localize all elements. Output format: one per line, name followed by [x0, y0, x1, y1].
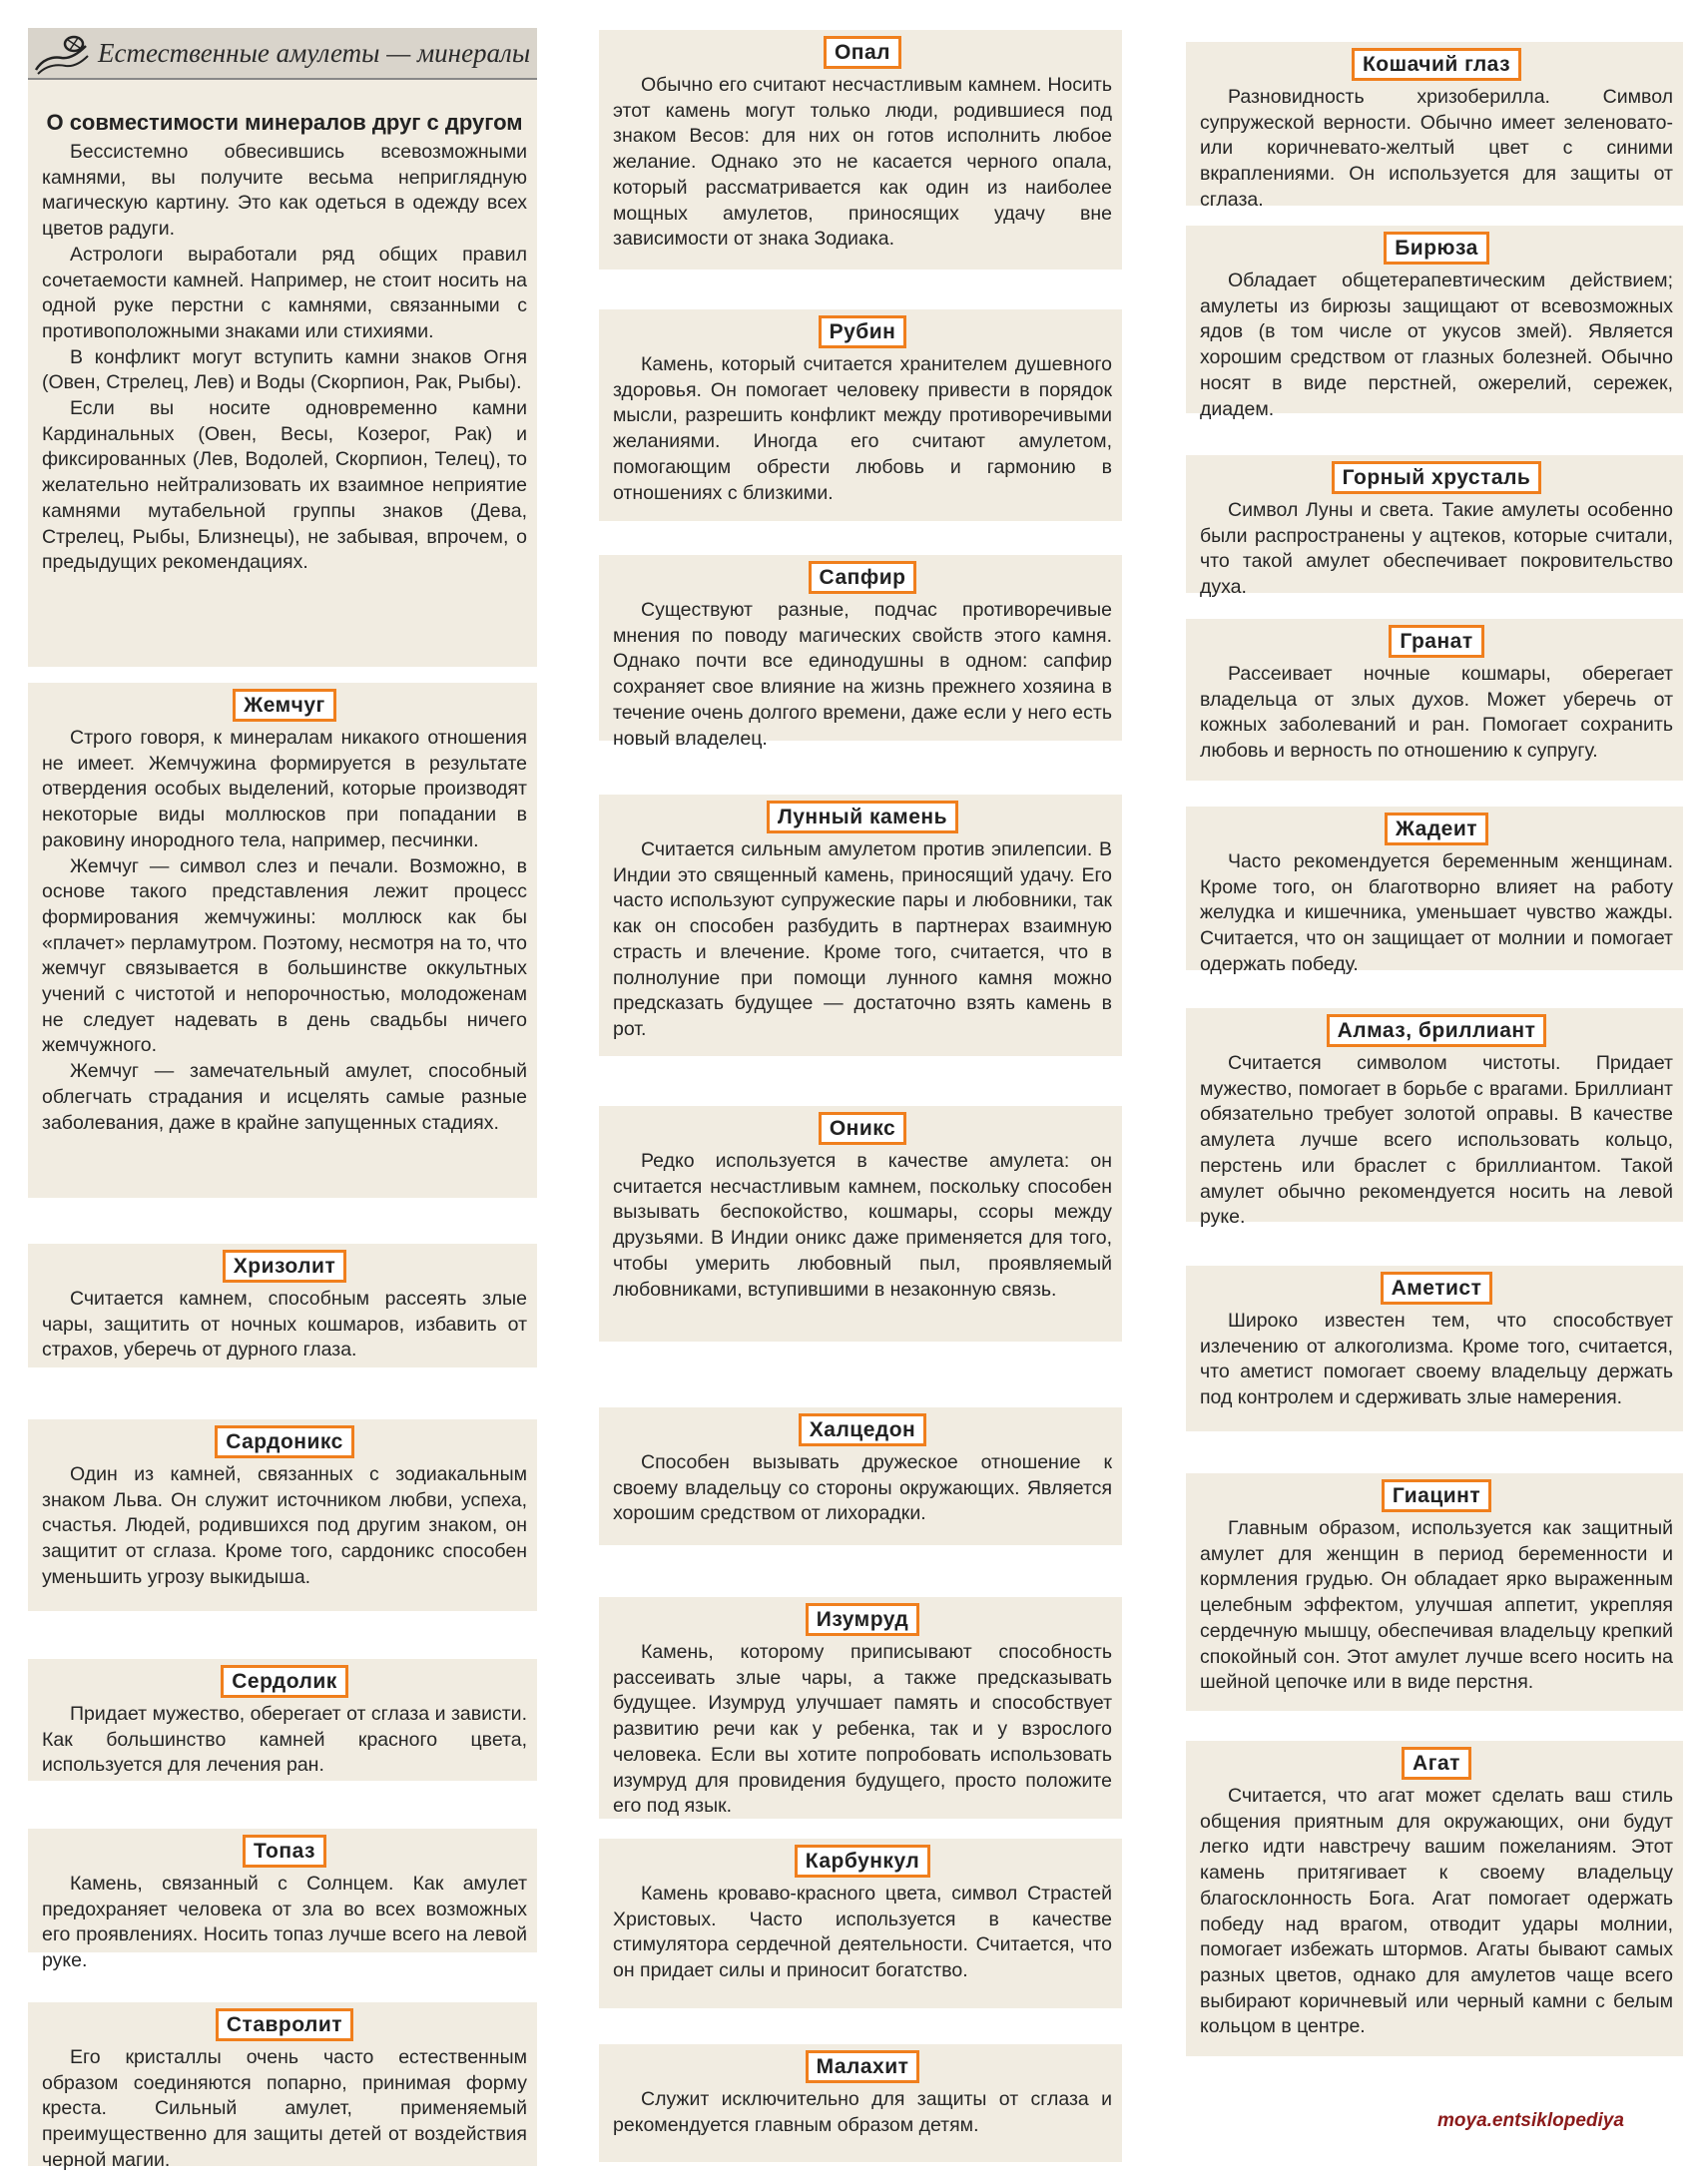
article-paragraph: Способен вызывать дружеское отношение к своему владельцу со стороны окружающих. Является хорошим средством от лихорадки. [613, 1451, 1112, 1525]
intro-block [28, 28, 537, 667]
article-title: Карбункул [795, 1845, 930, 1878]
article-title: Жемчуг [233, 689, 336, 722]
article-title: Гиацинт [1382, 1479, 1491, 1512]
article-paragraph: Жемчуг — замечательный амулет, способный облегчать страдания и исцелять самые разные заболевания, даже в крайне запущенных стадиях. [42, 1060, 527, 1134]
article-paragraph: Считается камнем, способным рассеять злые чары, защитить от ночных кошмаров, избавить от страхов, уберечь от дурного глаза. [42, 1288, 527, 1362]
article-title: Горный хрусталь [1332, 461, 1542, 494]
article-title: Хризолит [223, 1250, 347, 1283]
article-paragraph: Символ Луны и света. Такие амулеты особенно были распространены у ацтеков, которые считали, что такой амулет обеспечивает покровительство духа. [1200, 499, 1673, 599]
article-title: Опал [824, 36, 901, 69]
article-title: Алмаз, бриллиант [1327, 1014, 1547, 1047]
article-agat [1186, 1741, 1683, 2056]
article-oniks [599, 1106, 1122, 1342]
intro-title: О совместимости минералов друг с другом [46, 110, 523, 135]
article-stavrolit [28, 2002, 537, 2171]
article-title: Сердолик [221, 1665, 348, 1698]
article-malakhit [599, 2044, 1122, 2162]
article-title: Жадеит [1385, 813, 1488, 845]
article-title: Сардоникс [215, 1425, 354, 1458]
section-header [28, 28, 537, 80]
article-title: Рубин [819, 315, 907, 348]
article-serdolik [28, 1659, 537, 1781]
article-zhadeit [1186, 807, 1683, 975]
article-paragraph: Редко используется в качестве амулета: он считается несчастливым камнем, поскольку способен вызывать беспокойство, кошмары, ссоры между друзьями. В Индии оникс даже применяется для того, чтобы умерить любовный пыл, проявляемый любовниками, вступившими в незаконную связь. [613, 1150, 1112, 1301]
article-title: Гранат [1389, 625, 1483, 658]
article-paragraph: Камень, связанный с Солнцем. Как амулет предохраняет человека от зла во всех возможных его проявлениях. Носить топаз лучше всего на левой руке. [42, 1873, 527, 1972]
watermark-text: moya.entsiklopediya [1437, 2110, 1624, 2131]
article-title: Сапфир [809, 561, 917, 594]
article-title: Кошачий глаз [1352, 48, 1521, 81]
article-almaz-brilliant [1186, 1008, 1683, 1229]
article-paragraph: Служит исключительно для защиты от сглаза и рекомендуется главным образом детям. [613, 2088, 1112, 2136]
intro-paragraph: Астрологи выработали ряд общих правил сочетаемости камней. Например, не стоит носить на одной руке перстни с камнями, связанными с противоположными знаками или стихиями. [42, 243, 527, 342]
article-rubin [599, 309, 1122, 521]
article-paragraph: Главным образом, используется как защитный амулет для женщин в период беременности и кормления грудью. Он обладает ярко выраженным целебным эффектом, улучшая аппетит, укрепляя сердечную мышцу, обеспечивая владельцу крепкий спокойный сон. Этот амулет лучше всего носить на шейной цепочке или в виде перстня. [1200, 1517, 1673, 1694]
article-paragraph: Часто рекомендуется беременным женщинам. Кроме того, он благотворно влияет на работу желудка и кишечника, уменьшает чувство жажды. Считается, что он защищает от молнии и помогает одержать победу. [1200, 850, 1673, 975]
article-paragraph: Разновидность хризоберилла. Символ супружеской верности. Обычно имеет зеленовато- или коричневато-желтый цвет с синими вкраплениями. Он используется для защиты от сглаза. [1200, 86, 1673, 211]
article-opal [599, 30, 1122, 270]
article-paragraph: Придает мужество, оберегает от сглаза и зависти. Как большинство камней красного цвета, используется для лечения ран. [42, 1703, 527, 1777]
article-ametist [1186, 1266, 1683, 1431]
article-paragraph: Считается сильным амулетом против эпилепсии. В Индии это священный камень, приносящий удачу. Его часто используют супружеские пары и любовники, так как он способен разбудить в партнерах взаимную страсть и влечение. Кроме того, считается, что в полнолуние при помощи лунного камня можно предсказать будущее — достаточно взять камень в рот. [613, 838, 1112, 1040]
article-paragraph: Камень кроваво-красного цвета, символ Страстей Христовых. Часто используется в качестве стимулятора сердечной деятельности. Считается, что он придает силы и приносит богатство. [613, 1883, 1112, 1982]
article-paragraph: Считается символом чистоты. Придает мужество, помогает в борьбе с врагами. Бриллиант обязательно требует золотой оправы. В качестве амулета лучше всего использовать кольцо, перстень или браслет с бриллиантом. Такой амулет обычно рекомендуется носить на левой руке. [1200, 1052, 1673, 1229]
article-paragraph: Обычно его считают несчастливым камнем. Носить этот камень могут только люди, родившиеся под знаком Весов: для них он готов исполнить любое желание. Однако это не касается черного опала, который рассматривается как один из наиболее мощных амулетов, приносящих удачу вне зависимости от знака Зодиака. [613, 74, 1112, 251]
article-title: Лунный камень [767, 801, 958, 833]
article-paragraph: Существуют разные, подчас противоречивые мнения по поводу магических свойств этого камня. Однако почти все единодушны в одном: сапфир сохраняет свое влияние на жизнь прежнего хозяина в течение очень долгого времени, даже если у него есть новый владелец. [613, 599, 1112, 750]
article-title: Халцедон [799, 1413, 926, 1446]
article-khaltsedon [599, 1407, 1122, 1545]
article-granat [1186, 619, 1683, 781]
article-biryuza [1186, 226, 1683, 420]
article-title: Агат [1402, 1747, 1471, 1780]
article-title: Изумруд [806, 1603, 919, 1636]
article-paragraph: Обладает общетерапевтическим действием; амулеты из бирюзы защищают от всевозможных ядов (в том числе от укусов змей). Является хорошим средством от глазных болезней. Обычно носят в виде перстней, ожерелий, сережек, диадем. [1200, 270, 1673, 420]
article-title: Аметист [1381, 1272, 1493, 1305]
intro-paragraph: Бессистемно обвесившись всевозможными камнями, вы получите весьма неприглядную магическую картину. Это как одеться в одежду всех цветов радуги. [42, 141, 527, 241]
article-paragraph: Рассеивает ночные кошмары, оберегает владельца от злых духов. Может уберечь от кожных заболеваний и ран. Помогает сохранить любовь и верность по отношению к супругу. [1200, 663, 1673, 763]
article-paragraph: Камень, который считается хранителем душевного здоровья. Он помогает человеку привести в порядок мысли, разрешить конфликт между противоречивыми желаниями. Иногда его считают амулетом, помогающим обрести любовь и гармонию в отношениях с близкими. [613, 353, 1112, 504]
article-paragraph: Один из камней, связанных с зодиакальным знаком Льва. Он служит источником любви, успеха, счастья. Людей, родившихся под другим знаком, он защитит от сглаза. Кроме того, сардоникс способен уменьшить угрозу выкидыша. [42, 1463, 527, 1588]
intro-paragraph: В конфликт могут вступить камни знаков Огня (Овен, Стрелец, Лев) и Воды (Скорпион, Рак, Рыбы). [42, 345, 527, 394]
article-karbunkul [599, 1839, 1122, 2008]
article-zhemchug [28, 683, 537, 1198]
article-giatsint [1186, 1473, 1683, 1711]
article-izumrud [599, 1597, 1122, 1819]
article-title: Бирюза [1384, 232, 1489, 265]
article-paragraph: Жемчуг — символ слез и печали. Возможно, в основе такого представления лежит процесс формирования жемчужины: моллюск как бы «плачет» перламутром. Поэтому, несмотря на то, что жемчуг связывается в большинстве оккультных учений с чистотой и непорочностью, молодоженам не следует надевать в день свадьбы ничего жемчужного. [42, 854, 527, 1057]
article-paragraph: Считается, что агат может сделать ваш стиль общения приятным для окружающих, они будут легко идти навстречу вашим пожеланиям. Этот камень притягивает к своему владельцу благосклонность Бога. Агат помогает одержать победу над врагом, отводит удары молнии, помогает избежать штормов. Агаты бывают самых разных цветов, однако для амулетов чаще всего выбирают коричневый или черный камни с белым кольцом в центре. [1200, 1785, 1673, 2038]
article-paragraph: Его кристаллы очень часто естественным образом соединяются попарно, принимая форму креста. Сильный амулет, применяемый преимущественно для защиты детей от воздействия черной магии. [42, 2046, 527, 2171]
article-paragraph: Широко известен тем, что способствует излечению от алкоголизма. Кроме того, считается, что аметист помогает своему владельцу держать под контролем и сдерживать злые намерения. [1200, 1310, 1673, 1409]
section-header-title: Естественные амулеты — минералы [98, 37, 531, 68]
article-title: Оникс [819, 1112, 906, 1145]
article-koshachiy-glaz [1186, 42, 1683, 211]
article-sapfir [599, 555, 1122, 750]
hand-stone-logo-icon [32, 30, 92, 76]
article-gornyy-khrustal [1186, 455, 1683, 599]
intro-text [42, 140, 527, 576]
article-title: Топаз [243, 1835, 326, 1868]
article-sardoniks [28, 1419, 537, 1611]
article-title: Малахит [806, 2050, 920, 2083]
article-title: Ставролит [216, 2008, 353, 2041]
article-paragraph: Камень, которому приписывают способность рассеивать злые чары, а также предсказывать будущее. Изумруд улучшает память и способствует развитию речи как у ребенка, так и у взрослого человека. Если вы хотите попробовать использовать изумруд для провидения будущего, просто положите его под язык. [613, 1641, 1112, 1818]
article-lunnyy-kamen [599, 795, 1122, 1056]
article-khrizolit [28, 1244, 537, 1367]
intro-paragraph: Если вы носите одновременно камни Кардинальных (Овен, Весы, Козерог, Рак) и фиксированных (Лев, Водолей, Скорпион, Телец), то желательно нейтрализовать их взаимное неприятие камнями мутабельной группы знаков (Дева, Стрелец, Рыбы, Близнецы), не забывая, впрочем, о предыдущих рекомендациях. [42, 397, 527, 574]
article-topaz [28, 1829, 537, 1972]
article-paragraph: Строго говоря, к минералам никакого отношения не имеет. Жемчужина формируется в результате отвердения особых выделений, которые производят некоторые виды моллюсков при попадании в раковину инородного тела, например, песчинки. [42, 727, 527, 851]
